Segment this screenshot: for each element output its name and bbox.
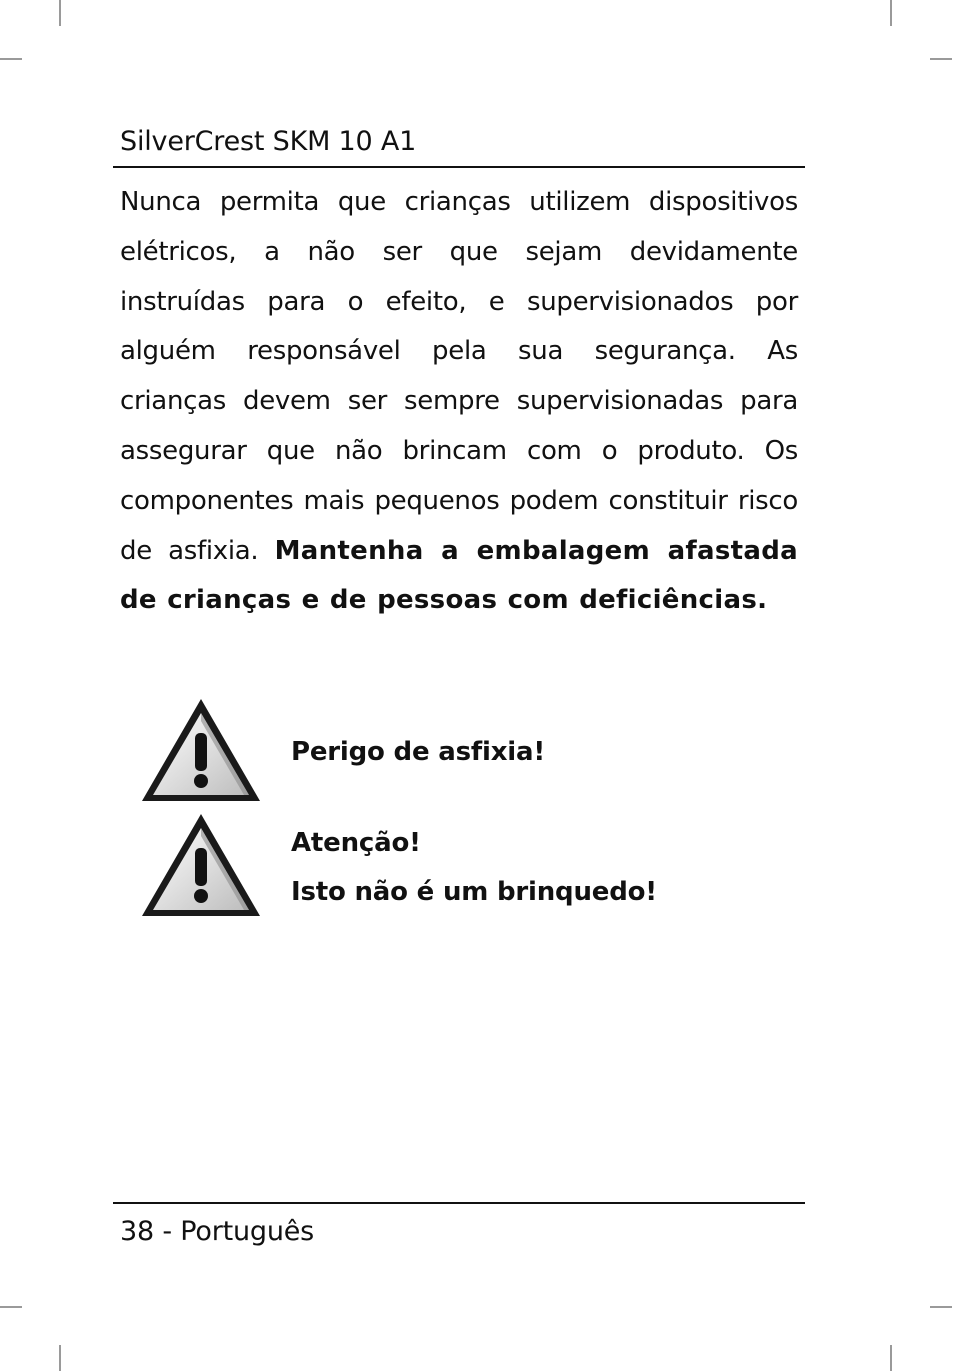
crop-mark-top-left [59, 0, 61, 26]
footer-rule [113, 1202, 805, 1204]
page-number: 38 - Português [120, 1216, 315, 1247]
safety-text: Nunca permita que crianças utilizem dispositivos elétricos, a não ser que sejam devidamente instruídas para o efeito, e supervisionados por alguém responsável pela sua segurança. As crianças devem ser sempre supervisionadas para assegurar que não brincam com o produto. Os componentes mais pequenos podem constituir risco de asfixia. [120, 187, 798, 566]
crop-mark-right-top [930, 58, 952, 60]
header-rule [113, 166, 805, 168]
warning-line: Isto não é um brinquedo! [291, 877, 657, 907]
safety-paragraph [120, 178, 798, 626]
warning-text-not-a-toy [291, 819, 657, 917]
crop-mark-bottom-left [59, 1345, 61, 1371]
crop-mark-left-bottom [0, 1306, 22, 1308]
crop-mark-left-top [0, 58, 22, 60]
safety-emphasis: Mantenha a embalagem afastada de crianças e de pessoas com deficiências. [120, 535, 798, 616]
warning-triangle-icon [140, 697, 262, 803]
warning-text-choking [291, 728, 545, 777]
crop-mark-right-bottom [930, 1306, 952, 1308]
warning-line: Atenção! [291, 828, 421, 858]
warning-line: Perigo de asfixia! [291, 737, 545, 767]
running-header: SilverCrest SKM 10 A1 [120, 126, 417, 157]
crop-mark-bottom-right [890, 1345, 892, 1371]
crop-mark-top-right [890, 0, 892, 26]
warning-triangle-icon [140, 812, 262, 918]
